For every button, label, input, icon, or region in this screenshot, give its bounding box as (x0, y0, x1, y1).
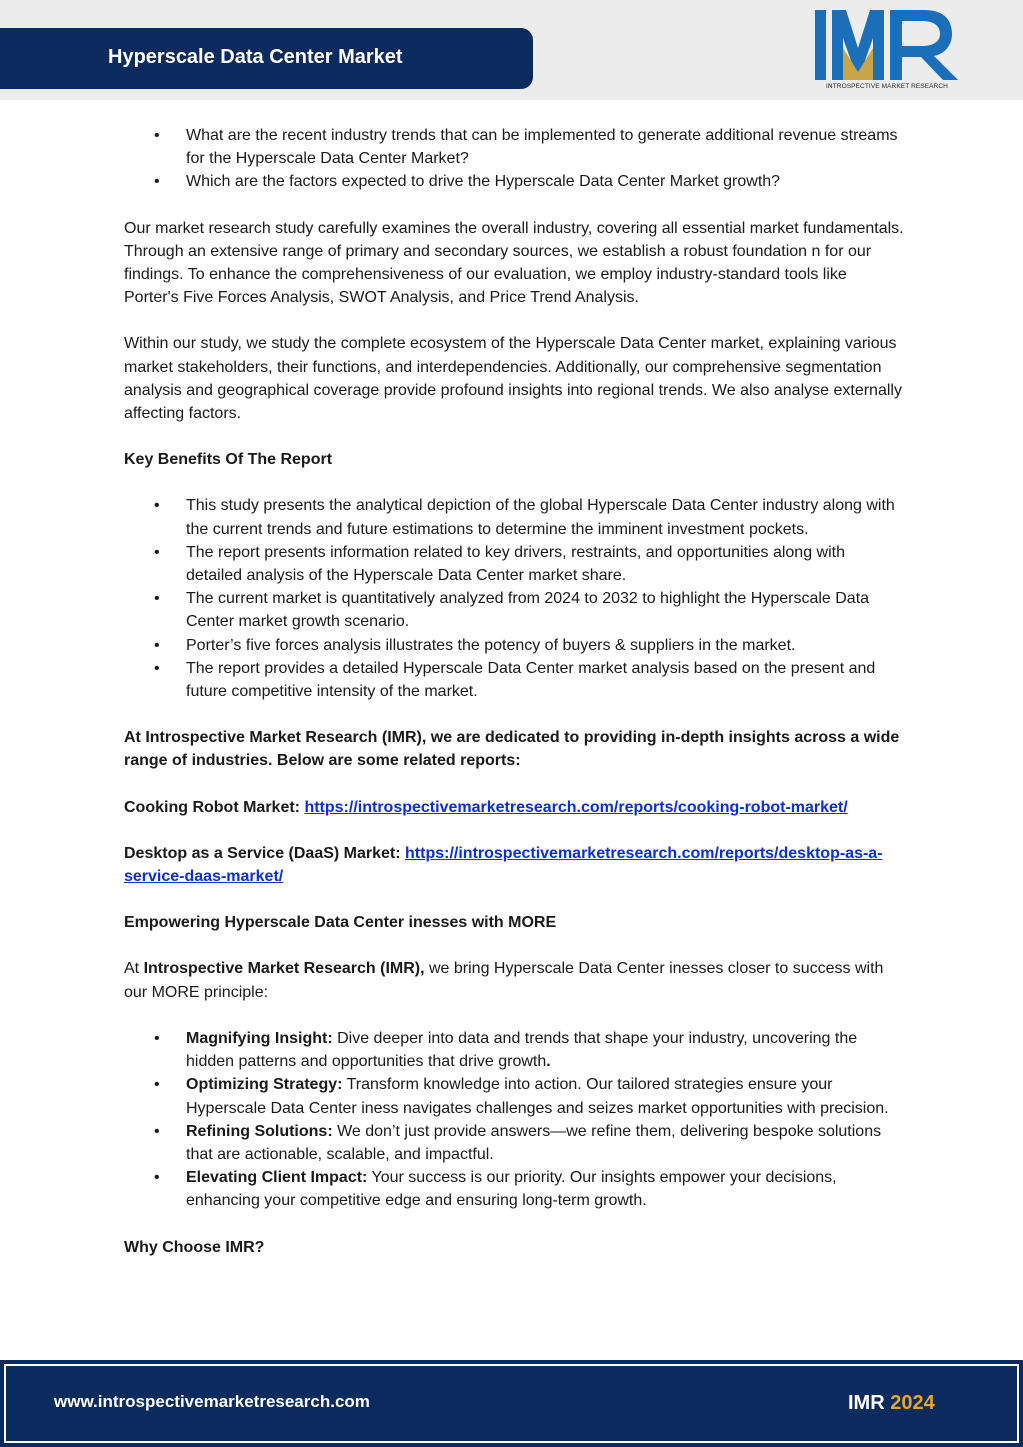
brand-year: 2024 (890, 1392, 935, 1414)
report-link[interactable]: https://introspectivemarketresearch.com/reports/desktop-as-a-service-daas-market/ (124, 844, 883, 886)
title-banner (0, 30, 531, 87)
item-text: Dive deeper into data and trends that shape your industry, uncovering the hidden patterns and opportunities that drive growth (186, 1029, 858, 1071)
list-item (124, 1166, 904, 1212)
page-footer (0, 1360, 1023, 1447)
item-end: . (546, 1053, 551, 1071)
list-item (124, 1027, 904, 1073)
brand-name: IMR (848, 1392, 885, 1414)
logo-caption: INTROSPECTIVE MARKET RESEARCH (826, 83, 948, 90)
footer-website[interactable]: www.introspectivemarketresearch.com (54, 1392, 370, 1411)
list-item: • What are the recent industry trends that can be implemented to generate additional revenue streams for the Hyperscale Data Center Market? (124, 124, 904, 170)
list-item: • Porter’s five forces analysis illustrates the potency of buyers & suppliers in the market. (124, 634, 904, 657)
item-title: Optimizing Strategy: (186, 1076, 343, 1094)
page-title: Hyperscale Data Center Market (108, 46, 403, 68)
paragraph-research-study: Our market research study carefully examines the overall industry, covering all essential market fundamentals. Through an extensive range of primary and secondary sources, we establish a robust foundation n for our findings. To enhance the comprehensiveness of our evaluation, we employ industry-standard tools like Porter's Five Forces Analysis, SWOT Analysis, and Price Trend Analysis. (124, 219, 904, 307)
intro-prefix: At (124, 960, 144, 978)
item-title: Refining Solutions: (186, 1122, 333, 1140)
list-item (124, 1120, 904, 1166)
list-item: • This study presents the analytical depiction of the global Hyperscale Data Center industry along with the current trends and future estimations to determine the imminent investment pockets. (124, 494, 904, 540)
intro-bold: Introspective Market Research (IMR), (143, 960, 425, 978)
item-text: We don’t just provide answers—we refine them, delivering bespoke solutions that are actionable, scalable, and impactful. (186, 1122, 882, 1163)
report-label: Cooking Robot Market: (124, 798, 300, 816)
key-benefits-list (124, 494, 904, 703)
report-link[interactable]: https://introspectivemarketresearch.com/reports/cooking-robot-market/ (304, 798, 848, 816)
list-item: • The report presents information related to key drivers, restraints, and opportunities along with detailed analysis of the Hyperscale Data Center market share. (124, 541, 904, 587)
item-text: Your success is our priority. Our insights empower your decisions, enhancing your competitive edge and ensuring long-term growth. (186, 1169, 837, 1210)
intro-suffix: we bring Hyperscale Data Center inesses closer to success with our MORE principle: (124, 960, 884, 1001)
key-benefits-heading: Key Benefits Of The Report (124, 451, 333, 469)
footer-brand (848, 1392, 935, 1415)
list-item: • The current market is quantitatively analyzed from 2024 to 2032 to highlight the Hyperscale Data Center market growth scenario. (124, 587, 904, 633)
why-choose-heading: Why Choose IMR? (124, 1238, 265, 1256)
report-label: Desktop as a Service (DaaS) Market: (124, 844, 401, 862)
list-item (124, 1073, 904, 1119)
more-principle-list (124, 1027, 904, 1213)
item-title: Magnifying Insight: (186, 1029, 333, 1047)
empowering-heading: Empowering Hyperscale Data Center inesses with MORE (124, 914, 557, 932)
intro-bullets (124, 124, 904, 194)
item-title: Elevating Client Impact: (186, 1169, 368, 1187)
list-item: • Which are the factors expected to drive the Hyperscale Data Center Market growth? (124, 170, 904, 193)
item-text: Transform knowledge into action. Our tailored strategies ensure your Hyperscale Data Center iness navigates challenges and seizes market opportunities with precision. (186, 1076, 889, 1117)
list-item: • The report provides a detailed Hyperscale Data Center market analysis based on the present and future competitive intensity of the market. (124, 657, 904, 703)
more-principle-intro (124, 957, 904, 1003)
related-report-cooking-robot (124, 796, 904, 819)
imr-statement: At Introspective Market Research (IMR), we are dedicated to providing in-depth insights across a wide range of industries. Below are some related reports: (124, 729, 900, 770)
related-report-daas (124, 842, 904, 888)
paragraph-ecosystem: Within our study, we study the complete ecosystem of the Hyperscale Data Center market, explaining various market stakeholders, their functions, and interdependencies. Additionally, our comprehensive segmentation analysis and geographical coverage provide profound insights into regional trends. We also analyse externally affecting factors. (124, 335, 902, 423)
document-body (124, 124, 904, 1259)
